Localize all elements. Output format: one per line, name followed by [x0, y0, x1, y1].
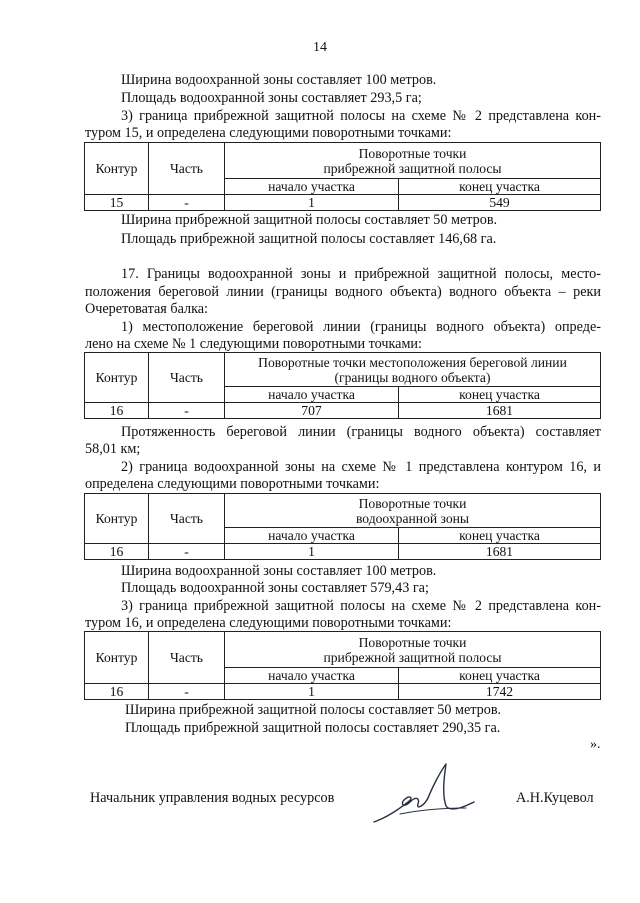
paragraph-line: Ширина прибрежной защитной полосы составляет 50 метров.: [121, 212, 498, 228]
cell-start: 1: [225, 544, 399, 560]
cell-end: 549: [399, 195, 601, 211]
section-heading-line: 17. Границы водоохранной зоны и прибрежной защитной полосы, место-: [121, 266, 601, 282]
cell-part: -: [149, 684, 225, 700]
paragraph-line: лено на схеме № 1 следующими поворотными точками:: [85, 336, 422, 352]
cell-start: 1: [225, 195, 399, 211]
cell-contour: 15: [85, 195, 149, 211]
closing-quote: ».: [590, 737, 601, 752]
cell-part: -: [149, 403, 225, 419]
header-points: [225, 143, 601, 179]
header-end: конец участка: [399, 387, 601, 403]
header-points-line1: Поворотные точки: [358, 495, 467, 511]
paragraph-line: Ширина водоохранной зоны составляет 100 метров.: [121, 563, 437, 579]
header-contour: Контур: [85, 632, 149, 684]
page-number: 14: [313, 40, 327, 55]
header-part: Часть: [149, 494, 225, 544]
header-points-line2: прибрежной защитной полосы: [323, 649, 502, 665]
paragraph-line: положения береговой линии (границы водного объекта) водного объекта – реки: [85, 284, 601, 300]
header-points-line1: Поворотные точки: [358, 634, 467, 650]
header-start: начало участка: [225, 528, 399, 544]
paragraph-line: туром 15, и определена следующими поворотными точками:: [85, 125, 452, 141]
cell-contour: 16: [85, 544, 149, 560]
cell-end: 1742: [399, 684, 601, 700]
header-part: Часть: [149, 143, 225, 195]
header-points-line2: (границы водного объекта): [334, 369, 491, 385]
paragraph-line: Площадь водоохранной зоны составляет 579,43 га;: [121, 580, 429, 596]
shoreline-points-table: [84, 352, 601, 419]
table-row: [85, 195, 601, 211]
header-points-line1: Поворотные точки местоположения береговой линии: [258, 354, 567, 370]
paragraph-line: Площадь водоохранной зоны составляет 293,5 га;: [121, 90, 422, 106]
signatory-position: Начальник управления водных ресурсов: [90, 790, 335, 806]
cell-part: -: [149, 195, 225, 211]
cell-part: -: [149, 544, 225, 560]
header-points: [225, 494, 601, 528]
paragraph-line: 2) граница водоохранной зоны на схеме № 1 представлена контуром 16, и: [121, 459, 601, 475]
paragraph-line: определена следующими поворотными точками:: [85, 476, 380, 492]
water-protection-zone-table: [84, 493, 601, 560]
paragraph-line: Ширина прибрежной защитной полосы составляет 50 метров.: [125, 702, 502, 718]
signatory-name: А.Н.Куцевол: [516, 790, 594, 806]
paragraph-line: Очеретоватая балка:: [85, 301, 208, 317]
header-points-line1: Поворотные точки: [358, 145, 467, 161]
cell-start: 1: [225, 684, 399, 700]
table-row: [85, 684, 601, 700]
header-end: конец участка: [399, 179, 601, 195]
handwritten-signature: [370, 758, 480, 828]
header-contour: Контур: [85, 143, 149, 195]
cell-end: 1681: [399, 544, 601, 560]
cell-end: 1681: [399, 403, 601, 419]
header-contour: Контур: [85, 494, 149, 544]
header-part: Часть: [149, 632, 225, 684]
header-points: [225, 632, 601, 668]
header-points-line2: водоохранной зоны: [355, 510, 470, 526]
header-end: конец участка: [399, 528, 601, 544]
header-contour: Контур: [85, 353, 149, 403]
paragraph-line: 58,01 км;: [85, 441, 141, 457]
header-part: Часть: [149, 353, 225, 403]
header-points: [225, 353, 601, 387]
boundary-points-table: [84, 142, 601, 211]
header-end: конец участка: [399, 668, 601, 684]
cell-contour: 16: [85, 684, 149, 700]
paragraph-line: Протяженность береговой линии (границы водного объекта) составляет: [121, 424, 601, 440]
paragraph-line: Площадь прибрежной защитной полосы составляет 290,35 га.: [125, 720, 501, 736]
header-start: начало участка: [225, 179, 399, 195]
table-row: [85, 403, 601, 419]
paragraph-line: Ширина водоохранной зоны составляет 100 метров.: [121, 72, 437, 88]
paragraph-line: 3) граница прибрежной защитной полосы на схеме № 2 представлена кон-: [121, 108, 601, 124]
paragraph-line: туром 16, и определена следующими поворотными точками:: [85, 615, 452, 631]
header-start: начало участка: [225, 387, 399, 403]
paragraph-line: 3) граница прибрежной защитной полосы на схеме № 2 представлена кон-: [121, 598, 601, 614]
cell-contour: 16: [85, 403, 149, 419]
paragraph-line: Площадь прибрежной защитной полосы составляет 146,68 га.: [121, 231, 497, 247]
header-start: начало участка: [225, 668, 399, 684]
header-points-line2: прибрежной защитной полосы: [323, 160, 502, 176]
table-row: [85, 544, 601, 560]
coastal-strip-points-table: [84, 631, 601, 700]
cell-start: 707: [225, 403, 399, 419]
paragraph-line: 1) местоположение береговой линии (границы водного объекта) опреде-: [121, 319, 601, 335]
